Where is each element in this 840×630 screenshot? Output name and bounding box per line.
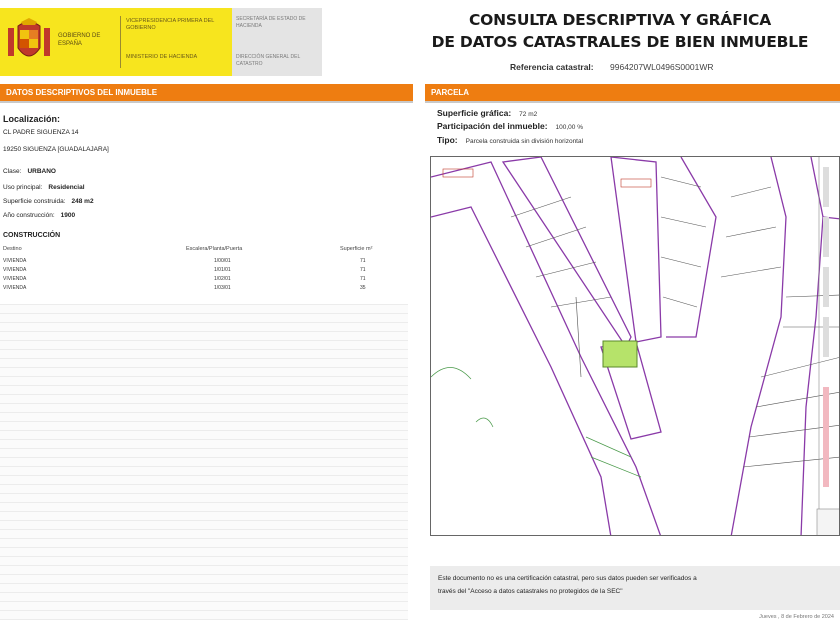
government-logo-block — [0, 8, 322, 76]
parcel-lines-3 — [721, 187, 781, 277]
superficie-label: Superficie construida: — [3, 198, 66, 205]
greenzone-arc-1 — [431, 367, 471, 379]
col-planta: Escalera/Planta/Puerta — [186, 246, 243, 252]
gobierno-label: GOBIERNO DE ESPAÑA — [58, 33, 101, 47]
legend-swatch-3 — [823, 267, 829, 307]
parcel-highlight[interactable] — [603, 341, 637, 367]
ref-value: 9964207WL0496S0001WR — [610, 62, 714, 72]
construccion-heading: CONSTRUCCIÓN — [3, 232, 61, 239]
table-cell: VIVIENDA — [3, 285, 27, 291]
title-line-1: CONSULTA DESCRIPTIVA Y GRÁFICA — [468, 11, 772, 29]
parcel-lines-1 — [511, 197, 611, 307]
document-title — [420, 9, 820, 53]
note-line-1: Este documento no es una certificación catastral, pero sus datos pueden ser verificados a — [438, 575, 697, 582]
construction-table-header — [0, 245, 408, 255]
clase-label: Clase: — [3, 168, 22, 175]
blank-striped-area — [0, 304, 408, 620]
table-row — [0, 266, 408, 275]
ministerio-label: MINISTERIO DE HACIENDA — [126, 54, 198, 60]
street-edge-4 — [801, 157, 823, 536]
tipo-row — [437, 135, 583, 145]
section-bar-parcela: PARCELA — [425, 84, 840, 101]
cadastral-reference — [510, 62, 714, 72]
table-cell: 71 — [360, 267, 366, 273]
greenzone-arc-2 — [476, 418, 493, 427]
disclaimer-note — [430, 566, 840, 610]
table-cell: 71 — [360, 276, 366, 282]
superficie-grafica-value: 72 m2 — [519, 111, 538, 118]
coat-of-arms-icon — [6, 18, 52, 66]
legend-swatch-2 — [823, 217, 829, 257]
uso-row — [3, 184, 85, 191]
table-cell: 71 — [360, 258, 366, 264]
block-center — [611, 157, 661, 342]
parcel-lines-5 — [783, 295, 840, 327]
divider-line — [576, 297, 581, 377]
secretaria-label: SECRETARÍA DE ESTADO DE HACIENDA — [236, 16, 306, 29]
logo-yellow-band — [0, 8, 232, 76]
participacion-row — [437, 121, 583, 131]
superficie-grafica-label: Superficie gráfica: — [437, 108, 512, 118]
participacion-value: 100,00 % — [555, 124, 583, 131]
bar-underline-right — [425, 101, 840, 103]
cadastral-map[interactable] — [430, 156, 840, 536]
uso-value: Residencial — [48, 184, 85, 191]
uso-label: Uso principal: — [3, 184, 43, 191]
participacion-label: Participación del inmueble: — [437, 121, 548, 131]
table-row — [0, 284, 408, 293]
title-line-2: DE DATOS CATASTRALES DE BIEN INMUEBLE — [431, 33, 809, 51]
legend-swatch-1 — [823, 167, 829, 207]
map-drawing — [431, 157, 840, 536]
block-right — [666, 157, 716, 337]
document-date: Jueves , 8 de Febrero de 2024 — [759, 614, 834, 620]
block-strip-a — [503, 157, 631, 347]
note-line-2: través del "Acceso a datos catastrales no protegidos de la SEC" — [438, 588, 623, 595]
direccion-label: DIRECCIÓN GENERAL DEL CATASTRO — [236, 54, 301, 67]
col-superficie: Superficie m² — [340, 246, 373, 252]
legend-swatch-4 — [823, 317, 829, 357]
address-line-1: CL PADRE SIGUENZA 14 — [3, 129, 79, 136]
legend-swatch-5 — [823, 387, 829, 487]
anio-label: Año construcción: — [3, 212, 55, 219]
superficie-row — [3, 198, 94, 205]
table-cell: VIVIENDA — [3, 276, 27, 282]
table-cell: VIVIENDA — [3, 267, 27, 273]
table-cell: 1/02/01 — [214, 276, 231, 282]
table-row — [0, 275, 408, 284]
clase-row — [3, 168, 56, 175]
col-destino: Destino — [3, 246, 22, 252]
section-bar-descriptive: DATOS DESCRIPTIVOS DEL INMUEBLE — [0, 84, 413, 101]
table-cell: VIVIENDA — [3, 258, 27, 264]
anio-value: 1900 — [60, 212, 76, 219]
scale-box — [817, 509, 840, 536]
anio-row — [3, 212, 75, 219]
superficie-value: 248 m2 — [71, 198, 94, 205]
table-cell: 35 — [360, 285, 366, 291]
clase-value: URBANO — [27, 168, 56, 175]
localizacion-label: Localización: — [3, 114, 61, 124]
table-cell: 1/00/01 — [214, 258, 231, 264]
logo-divider — [120, 16, 121, 68]
address-line-2: 19250 SIGUENZA [GUADALAJARA] — [3, 146, 109, 153]
map-tag-2 — [621, 179, 651, 187]
ref-label: Referencia catastral: — [510, 62, 594, 72]
bar-underline — [0, 101, 413, 103]
table-cell: 1/01/01 — [214, 267, 231, 273]
greenzone-lines — [586, 437, 641, 477]
street-edge-3 — [731, 157, 786, 536]
street-edge-2 — [431, 207, 611, 536]
table-cell: 1/03/01 — [214, 285, 231, 291]
parcel-lines-2 — [661, 177, 706, 307]
vicepresidencia-label: VICEPRESIDENCIA PRIMERA DEL GOBIERNO — [126, 18, 215, 31]
tipo-label: Tipo: — [437, 135, 458, 145]
table-row — [0, 257, 408, 266]
superficie-grafica-row — [437, 108, 537, 118]
tipo-value: Parcela construida sin división horizontal — [465, 138, 584, 145]
